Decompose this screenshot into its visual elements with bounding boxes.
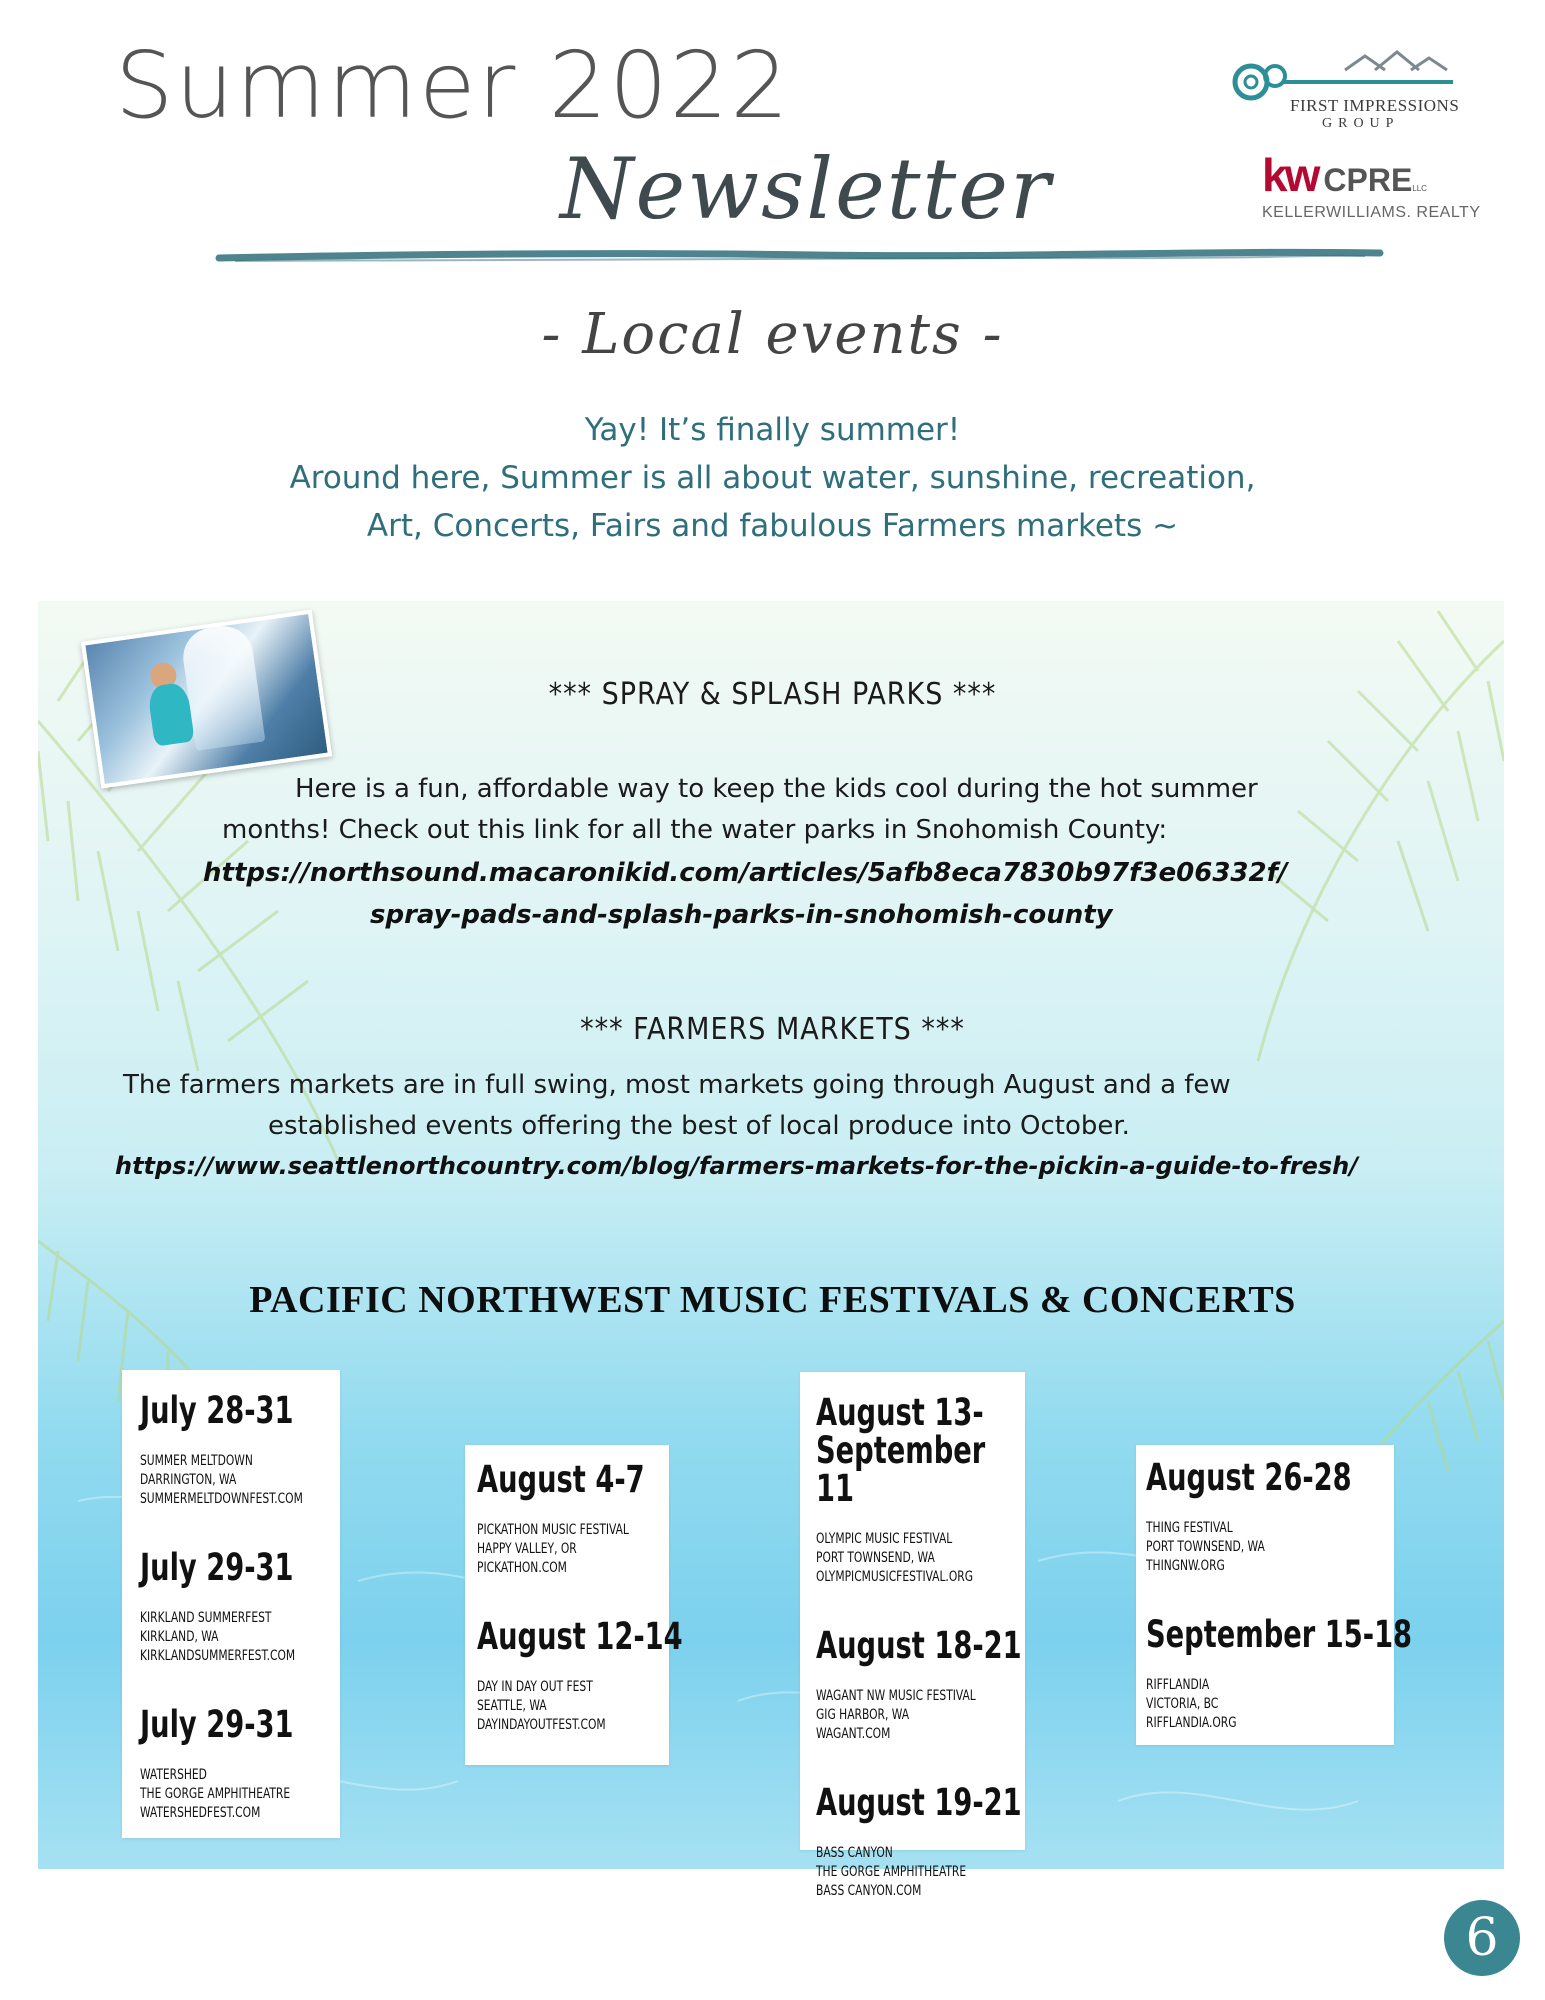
- festival-location: SEATTLE, WA: [477, 1698, 547, 1714]
- festival-details: [477, 1678, 640, 1735]
- festival-location: HAPPY VALLEY, OR: [477, 1541, 577, 1557]
- festival-date: August 13- September 11: [816, 1391, 986, 1510]
- festival-website: PICKATHON.COM: [477, 1560, 567, 1576]
- spray-parks-text: months! Check out this link for all the water parks in Snohomish County:: [222, 815, 1168, 845]
- festival-website: BASS CANYON.COM: [816, 1883, 922, 1899]
- festival-event: [816, 1391, 1025, 1587]
- festival-card: [1136, 1445, 1413, 1745]
- festival-website: SUMMERMELTDOWNFEST.COM: [140, 1491, 303, 1507]
- spray-parks-link[interactable]: https://northsound.macaronikid.com/articles/5afb8eca7830b97f3e06332f/: [203, 858, 1288, 888]
- festival-card: [122, 1370, 340, 1838]
- festival-event: [140, 1389, 340, 1509]
- festival-website: OLYMPICMUSICFESTIVAL.ORG: [816, 1569, 973, 1585]
- festival-date: September 15-18: [1146, 1613, 1413, 1656]
- first-impressions-name: FIRST IMPRESSIONS: [1290, 96, 1460, 115]
- spray-parks-text: Here is a fun, affordable way to keep the kids cool during the hot summer: [295, 774, 1258, 804]
- festival-date: August 12-14: [477, 1615, 683, 1658]
- kw-letters: kw: [1262, 149, 1318, 201]
- intro-line: Around here, Summer is all about water, sunshine, recreation,: [289, 460, 1256, 496]
- keller-williams-subtitle: KELLERWILLIAMS. REALTY: [1262, 204, 1481, 221]
- festival-date: August 19-21: [816, 1781, 1022, 1824]
- festival-event: [1146, 1613, 1413, 1733]
- spray-parks-heading: *** SPRAY & SPLASH PARKS ***: [548, 677, 997, 712]
- newsletter-title: Newsletter: [560, 140, 1053, 238]
- festival-date: August 18-21: [816, 1624, 1022, 1667]
- festival-event: [816, 1624, 1025, 1744]
- festival-details: [140, 1452, 310, 1509]
- farmers-markets-text: The farmers markets are in full swing, most markets going through August and a few: [123, 1070, 1231, 1100]
- festival-location: THE GORGE AMPHITHEATRE: [140, 1786, 291, 1802]
- kw-llc: LLC: [1412, 184, 1427, 193]
- first-impressions-group: GROUP: [1322, 116, 1400, 131]
- intro-line: Art, Concerts, Fairs and fabulous Farmers markets ~: [366, 508, 1179, 544]
- festival-name: BASS CANYON: [816, 1845, 893, 1861]
- festival-details: [816, 1687, 994, 1744]
- festival-event: [816, 1781, 1025, 1901]
- spray-parks-link[interactable]: spray-pads-and-splash-parks-in-snohomish-county: [370, 900, 1113, 930]
- festival-name: WATERSHED: [140, 1767, 207, 1783]
- festival-name: OLYMPIC MUSIC FESTIVAL: [816, 1531, 953, 1547]
- festival-location: KIRKLAND, WA: [140, 1629, 219, 1645]
- festival-name: KIRKLAND SUMMERFEST: [140, 1610, 272, 1626]
- festival-details: [140, 1766, 310, 1823]
- intro-line: Yay! It’s finally summer!: [584, 412, 961, 448]
- festival-event: [140, 1546, 340, 1666]
- festival-location: DARRINGTON, WA: [140, 1472, 237, 1488]
- farmers-markets-link[interactable]: https://www.seattlenorthcountry.com/blog/farmers-markets-for-the-pickin-a-guide-to-fresh/: [115, 1152, 1359, 1180]
- festival-website: WAGANT.COM: [816, 1726, 891, 1742]
- festival-date: August 4-7: [477, 1458, 645, 1501]
- festival-name: RIFFLANDIA: [1146, 1677, 1210, 1693]
- festival-date: July 29-31: [140, 1546, 294, 1589]
- festival-details: [477, 1521, 640, 1578]
- festival-name: SUMMER MELTDOWN: [140, 1453, 253, 1469]
- festival-event: [140, 1703, 340, 1823]
- keller-williams-logo: [1262, 148, 1427, 202]
- festival-date: July 29-31: [140, 1703, 294, 1746]
- festival-location: VICTORIA, BC: [1146, 1696, 1219, 1712]
- season-title: Summer 2022: [115, 32, 791, 139]
- farmers-markets-text: established events offering the best of local produce into October.: [268, 1111, 1130, 1141]
- brush-divider: [215, 246, 1385, 268]
- festival-website: THINGNW.ORG: [1146, 1558, 1225, 1574]
- festival-details: [1146, 1519, 1357, 1576]
- festival-location: PORT TOWNSEND, WA: [1146, 1539, 1265, 1555]
- festival-event: [1146, 1456, 1394, 1576]
- festival-name: PICKATHON MUSIC FESTIVAL: [477, 1522, 629, 1538]
- festival-website: DAYINDAYOUTFEST.COM: [477, 1717, 606, 1733]
- festival-event: [477, 1615, 683, 1735]
- festival-website: RIFFLANDIA.ORG: [1146, 1715, 1237, 1731]
- festival-location: THE GORGE AMPHITHEATRE: [816, 1864, 967, 1880]
- festival-date: August 26-28: [1146, 1456, 1352, 1499]
- festival-date: July 28-31: [140, 1389, 294, 1432]
- festival-details: [816, 1844, 994, 1901]
- festival-website: KIRKLANDSUMMERFEST.COM: [140, 1648, 296, 1664]
- festival-card: [800, 1372, 1025, 1899]
- farmers-markets-heading: *** FARMERS MARKETS ***: [580, 1012, 965, 1047]
- festival-location: GIG HARBOR, WA: [816, 1707, 910, 1723]
- kw-cpre: CPRE: [1323, 162, 1413, 198]
- festival-card: [465, 1445, 683, 1765]
- local-events-heading: - Local events -: [541, 302, 1004, 367]
- festival-name: DAY IN DAY OUT FEST: [477, 1679, 593, 1695]
- festival-event: [477, 1458, 669, 1578]
- festival-name: WAGANT NW MUSIC FESTIVAL: [816, 1688, 976, 1704]
- page-number: 6: [1444, 1900, 1520, 1976]
- festival-details: [1146, 1676, 1357, 1733]
- festival-details: [140, 1609, 310, 1666]
- festival-website: WATERSHEDFEST.COM: [140, 1805, 261, 1821]
- festival-location: PORT TOWNSEND, WA: [816, 1550, 935, 1566]
- festivals-heading: PACIFIC NORTHWEST MUSIC FESTIVALS & CONCERTS: [249, 1279, 1296, 1321]
- festival-details: [816, 1530, 994, 1587]
- festival-name: THING FESTIVAL: [1146, 1520, 1233, 1536]
